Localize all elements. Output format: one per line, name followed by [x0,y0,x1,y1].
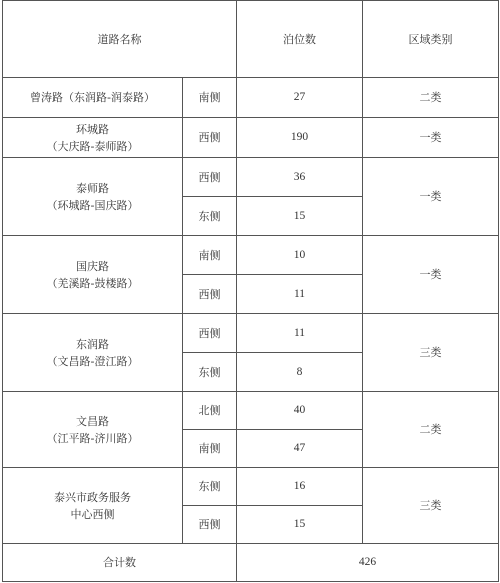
count-cell: 36 [237,158,363,197]
header-row [3,1,499,78]
table-row [3,468,499,506]
road-name-cell [3,78,183,118]
side-cell: 南侧 [183,430,237,468]
parking-spaces-table [2,0,499,582]
zone-cell: 一类 [363,236,499,314]
count-cell: 27 [237,78,363,118]
total-value: 426 [237,544,499,582]
header-zone-category: 区域类别 [363,1,499,78]
road-name-line: 泰师路 [76,181,109,195]
zone-cell: 一类 [363,118,499,158]
table-row [3,314,499,353]
side-cell: 西侧 [183,506,237,544]
zone-cell: 一类 [363,158,499,236]
zone-cell: 三类 [363,314,499,392]
table-row [3,158,499,197]
road-name-line: （江平路-济川路） [46,431,139,445]
count-cell: 15 [237,506,363,544]
total-row [3,544,499,582]
road-name-line: 国庆路 [76,259,109,273]
road-name-cell [3,158,183,236]
table-row [3,236,499,275]
table-row [3,392,499,430]
side-cell: 北侧 [183,392,237,430]
count-cell: 10 [237,236,363,275]
side-cell: 西侧 [183,275,237,314]
road-name-line: （文昌路-澄江路） [46,354,139,368]
road-name-cell [3,468,183,544]
count-cell: 15 [237,197,363,236]
count-cell: 11 [237,275,363,314]
total-label: 合计数 [3,544,237,582]
count-cell: 11 [237,314,363,353]
side-cell: 南侧 [183,78,237,118]
road-name-line: （大庆路-泰师路） [46,139,139,153]
table-row [3,78,499,118]
side-cell: 西侧 [183,314,237,353]
side-cell: 西侧 [183,118,237,158]
road-name-line: 曾涛路（东润路-润泰路） [30,91,155,104]
count-cell: 47 [237,430,363,468]
side-cell: 西侧 [183,158,237,197]
count-cell: 8 [237,353,363,392]
zone-cell: 三类 [363,468,499,544]
road-name-line: （环城路-国庆路） [46,198,139,212]
road-name-line: 泰兴市政务服务 [54,490,131,504]
road-name-cell [3,118,183,158]
header-parking-spaces: 泊位数 [237,1,363,78]
road-name-line: 东润路 [76,337,109,351]
road-name-cell [3,392,183,468]
side-cell: 东侧 [183,468,237,506]
road-name-line: （羌溪路-鼓楼路） [46,276,139,290]
zone-cell: 二类 [363,392,499,468]
side-cell: 南侧 [183,236,237,275]
side-cell: 东侧 [183,197,237,236]
count-cell: 190 [237,118,363,158]
road-name-line: 中心西侧 [70,507,115,521]
header-road-name: 道路名称 [3,1,237,78]
road-name-cell [3,236,183,314]
road-name-line: 文昌路 [76,414,109,428]
count-cell: 40 [237,392,363,430]
table-row [3,118,499,158]
side-cell: 东侧 [183,353,237,392]
road-name-cell [3,314,183,392]
zone-cell: 二类 [363,78,499,118]
count-cell: 16 [237,468,363,506]
road-name-line: 环城路 [76,122,109,136]
